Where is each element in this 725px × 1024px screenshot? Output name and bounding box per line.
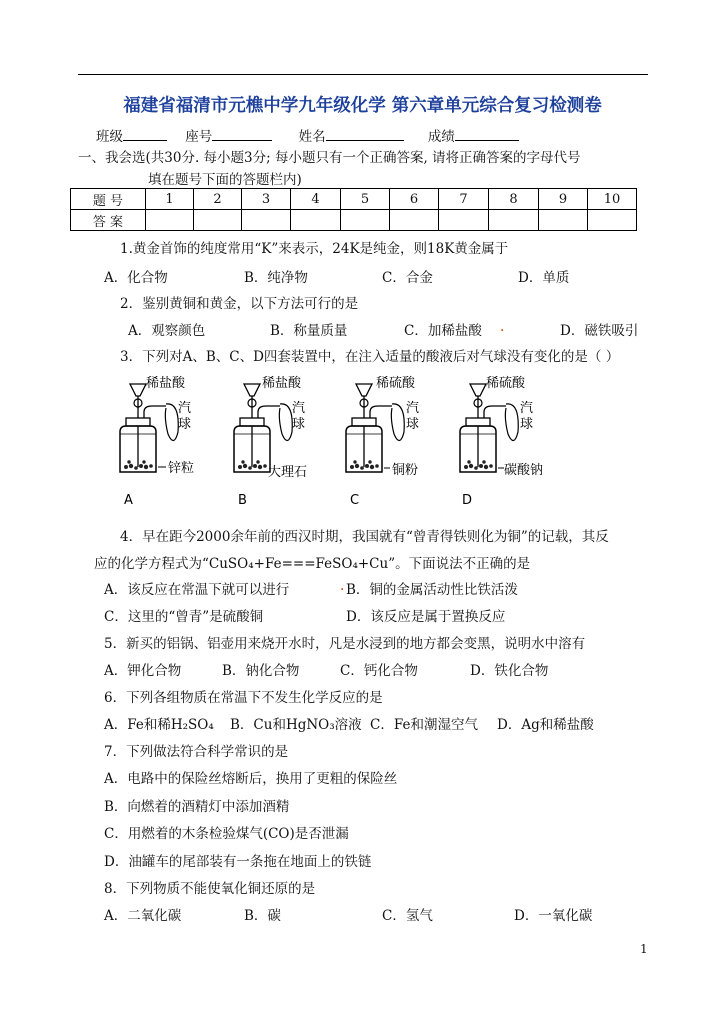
q6-option-c: C．Fe和潮湿空气 (370, 717, 478, 733)
q8-option-a: A．二氧化碳 (104, 908, 182, 924)
header-rule (78, 74, 648, 75)
row-label-answer: 答 案 (71, 210, 146, 231)
row-label-number: 题 号 (71, 189, 146, 210)
answer-cell[interactable] (588, 210, 637, 231)
q8-option-b: B．碳 (244, 908, 281, 924)
apparatus-d (460, 375, 543, 508)
apparatus-a-balloon-1: 汽 (178, 401, 192, 416)
q4-line2: 应的化学方程式为“CuSO₄+Fe===FeSO₄+Cu”。下面说法不正确的是 (94, 556, 531, 572)
answer-cell[interactable] (341, 210, 390, 231)
answer-cell[interactable] (539, 210, 588, 231)
answer-cell[interactable] (146, 210, 194, 231)
q1-option-a: A．化合物 (104, 270, 168, 286)
q5-option-a: A．钾化合物 (104, 663, 182, 679)
page-title: 福建省福清市元樵中学九年级化学 第六章单元综合复习检测卷 (123, 96, 602, 116)
apparatus-c-letter: C (350, 493, 360, 508)
answer-cell[interactable] (194, 210, 242, 231)
answer-cell[interactable] (489, 210, 539, 231)
apparatus-d-acid: 稀硫酸 (486, 376, 526, 391)
q6-option-d: D．Ag和稀盐酸 (497, 717, 594, 733)
q5-option-c: C．钙化合物 (340, 663, 418, 679)
answer-table (70, 188, 637, 231)
apparatus-a-letter: A (124, 493, 133, 508)
apparatus-b-acid: 稀盐酸 (262, 376, 302, 391)
field-name-label: 姓名 (298, 129, 326, 145)
q1-stem: 1.黄金首饰的纯度常用“K”来表示，24K是纯金，则18K黄金属于 (120, 241, 509, 257)
q7-option-b: B．向燃着的酒精灯中添加酒精 (104, 799, 290, 815)
q4-option-a: A．该反应在常温下就可以进行 (104, 582, 290, 598)
seat-blank[interactable] (212, 140, 272, 141)
field-class-label: 班级 (96, 129, 123, 145)
q-number-cell: 10 (588, 189, 637, 210)
apparatus-c-balloon-2: 球 (406, 417, 420, 432)
stray-mark: . (340, 578, 345, 594)
q8-option-d: D．一氧化碳 (514, 908, 593, 924)
apparatus-b-solid: 大理石 (268, 465, 308, 480)
stray-mark: . (500, 319, 505, 335)
q-number-cell: 6 (390, 189, 439, 210)
q6-option-b: B．Cu和HgNO₃溶液 (230, 717, 362, 733)
apparatus-a (120, 375, 194, 508)
q-number-cell: 3 (242, 189, 291, 210)
section-heading-line1: 一、我会选(共30分. 每小题3分; 每小题只有一个正确答案, 请将正确答案的字母代号 (78, 150, 581, 166)
field-seat-label: 座号 (185, 129, 213, 145)
q7-stem: 7．下列做法符合科学常识的是 (104, 744, 289, 760)
q6-stem: 6．下列各组物质在常温下不发生化学反应的是 (104, 690, 383, 706)
apparatus-b-letter: B (238, 493, 247, 508)
answer-table-number-row (71, 189, 637, 210)
q3-stem: 3．下列对A、B、C、D四套装置中，在注入适量的酸液后对气球没有变化的是（ ） (120, 349, 620, 365)
student-info-fields (96, 125, 519, 145)
q4-line1: 4．早在距今2000余年前的西汉时期，我国就有“曾青得铁则化为铜”的记载，其反 (120, 529, 609, 545)
answer-cell[interactable] (291, 210, 341, 231)
q-number-cell: 9 (539, 189, 588, 210)
q-number-cell: 1 (146, 189, 194, 210)
q5-option-d: D．铁化合物 (470, 663, 549, 679)
apparatus-figure (100, 372, 570, 512)
score-blank[interactable] (455, 140, 519, 141)
q4-option-b: B．铜的金属活动性比铁活泼 (346, 582, 518, 598)
q8-stem: 8．下列物质不能使氧化铜还原的是 (104, 881, 316, 897)
apparatus-d-letter: D (462, 493, 473, 508)
apparatus-d-solid: 碳酸钠 (504, 463, 544, 478)
q7-option-d: D．油罐车的尾部装有一条拖在地面上的铁链 (104, 854, 372, 870)
q2-option-c: C．加稀盐酸 (404, 323, 482, 339)
class-blank[interactable] (123, 140, 167, 141)
apparatus-b-balloon-1: 汽 (292, 401, 306, 416)
apparatus-a-balloon-2: 球 (178, 417, 192, 432)
apparatus-d-balloon-2: 球 (520, 417, 534, 432)
q1-option-d: D．单质 (518, 270, 570, 286)
q-number-cell: 4 (291, 189, 341, 210)
apparatus-b (234, 375, 307, 508)
q5-stem: 5．新买的铝锅、铝壶用来烧开水时，凡是水浸到的地方都会变黑，说明水中溶有 (104, 636, 586, 652)
apparatus-c (346, 375, 419, 508)
q5-option-b: B．钠化合物 (222, 663, 300, 679)
answer-cell[interactable] (242, 210, 291, 231)
apparatus-a-solid: 锌粒 (168, 461, 195, 476)
name-blank[interactable] (326, 140, 404, 141)
page-number: 1 (640, 942, 648, 956)
apparatus-d-balloon-1: 汽 (520, 401, 534, 416)
answer-cell[interactable] (439, 210, 489, 231)
q-number-cell: 5 (341, 189, 390, 210)
q2-option-d: D．磁铁吸引 (560, 323, 639, 339)
q4-option-c: C．这里的“曾青”是硫酸铜 (104, 609, 264, 625)
q8-option-c: C．氢气 (382, 908, 433, 924)
q7-option-a: A．电路中的保险丝熔断后，换用了更粗的保险丝 (104, 771, 398, 787)
field-score-label: 成绩 (427, 129, 455, 145)
apparatus-c-solid: 铜粉 (392, 463, 419, 478)
q2-option-b: B．称量质量 (270, 323, 348, 339)
answer-table-answer-row (71, 210, 637, 231)
q6-option-a: A．Fe和稀H₂SO₄ (104, 717, 214, 733)
q-number-cell: 7 (439, 189, 489, 210)
q7-option-c: C．用燃着的木条检验煤气(CO)是否泄漏 (104, 826, 349, 842)
apparatus-b-balloon-2: 球 (292, 417, 306, 432)
q1-option-c: C．合金 (382, 270, 433, 286)
q-number-cell: 8 (489, 189, 539, 210)
section-heading-line2: 填在题号下面的答题栏内) (148, 172, 302, 188)
q1-option-b: B．纯净物 (244, 270, 308, 286)
q4-option-d: D．该反应是属于置换反应 (346, 609, 506, 625)
apparatus-c-acid: 稀硫酸 (376, 376, 416, 391)
q2-stem: 2．鉴别黄铜和黄金，以下方法可行的是 (120, 296, 359, 312)
answer-cell[interactable] (390, 210, 439, 231)
apparatus-a-acid: 稀盐酸 (146, 376, 186, 391)
apparatus-c-balloon-1: 汽 (406, 401, 420, 416)
q2-option-a: A．观察颜色 (128, 323, 206, 339)
q-number-cell: 2 (194, 189, 242, 210)
